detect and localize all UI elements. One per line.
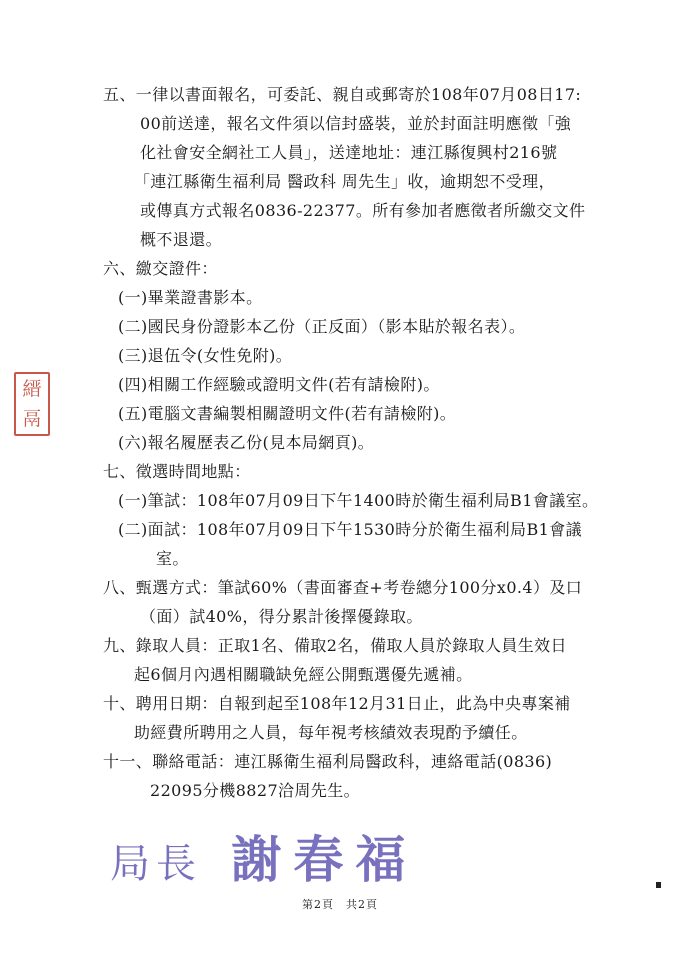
section-6-item-4: (四)相關工作經驗或證明文件(若有請檢附)。 [118,375,440,394]
scan-edge-mark [656,882,661,888]
section-11-line-2: 22095分機8827洽周先生。 [150,781,361,800]
section-5-line-5: 或傳真方式報名0836-22377。所有參加者應徵者所繳交文件 [140,201,586,220]
section-5-line-1: 五、一律以書面報名，可委託、親自或郵寄於108年07月08日17: [103,85,582,104]
signature-title: 局長 [110,841,202,887]
section-5-line-3: 化社會安全網社工人員」，送達地址：連江縣復興村216號 [140,143,558,162]
seal-stamp [14,372,50,436]
section-8-line-2: （面）試40%，得分累計後擇優錄取。 [140,607,423,626]
section-9-line-1: 九、錄取人員：正取1名、備取2名，備取人員於錄取人員生效日 [103,636,567,655]
section-6-item-2: (二)國民身份證影本乙份（正反面）（影本貼於報名表）。 [118,317,526,336]
section-8-line-1: 八、甄選方式：筆試60%（書面審查+考卷總分100分x0.4）及口 [103,578,583,597]
stamp-char-1: 縉 [22,378,42,400]
stamp-char-2: 鬲 [22,408,42,430]
section-7-heading: 七、徵選時間地點： [103,462,251,481]
section-10-line-2: 助經費所聘用之人員，每年視考核績效表現酌予續任。 [134,723,528,742]
section-6-heading: 六、繳交證件： [103,259,218,278]
section-7-item-2-line-1: (二)面試：108年07月09日下午1530時分於衛生福利局B1會議 [118,520,582,539]
section-10-line-1: 十、聘用日期：自報到起至108年12月31日止，此為中央專案補 [103,694,571,713]
section-6-item-6: (六)報名履歷表乙份(見本局網頁)。 [118,433,375,452]
director-signature [110,820,417,892]
section-6-item-3: (三)退伍令(女性免附)。 [118,346,293,365]
section-9-line-2: 起6個月內遇相關職缺免經公開甄選優先遞補。 [134,665,473,684]
section-6-item-5: (五)電腦文書編製相關證明文件(若有請檢附)。 [118,404,457,423]
section-7-item-2-line-2: 室。 [156,549,189,568]
section-5-line-2: 00前送達，報名文件須以信封盛裝，並於封面註明應徵「強 [140,114,572,133]
section-6-item-1: (一)畢業證書影本。 [118,288,263,307]
page-number: 第2頁 共2頁 [302,898,378,911]
section-5-line-6: 概不退還。 [140,230,223,249]
signature-name: 謝春福 [231,830,418,889]
section-7-item-1: (一)筆試：108年07月09日下午1400時於衛生福利局B1會議室。 [118,491,599,510]
section-11-line-1: 十一、聯絡電話：連江縣衛生福利局醫政科，連絡電話(0836) [103,752,553,771]
section-5-line-4: 「連江縣衛生福利局 醫政科 周先生」收，逾期恕不受理， [134,172,555,191]
